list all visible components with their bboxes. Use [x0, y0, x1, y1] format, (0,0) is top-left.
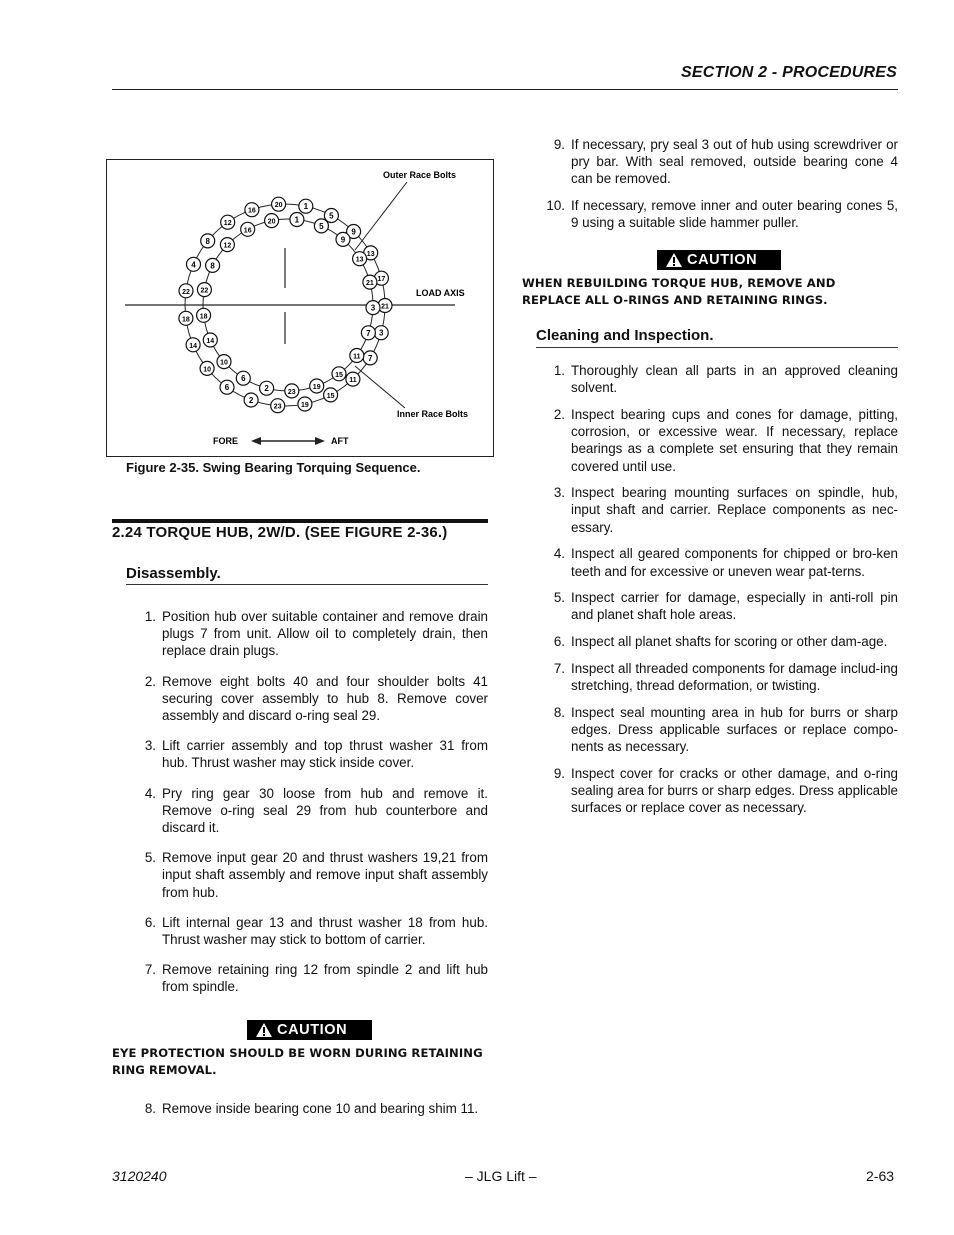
- step-text: Remove eight bolts 40 and four shoulder bolts 41 securing cover assembly to hub 8. Remove cover assembly and discard o-ring seal 29.: [162, 673, 488, 724]
- fore-arrowhead: [251, 437, 261, 445]
- footer-page-number: 2-63: [866, 1168, 895, 1184]
- footer-brand: – JLG Lift –: [465, 1168, 537, 1184]
- list-item: [553, 484, 898, 536]
- svg-text:17: 17: [377, 276, 386, 284]
- inner-bolt-21: [363, 275, 377, 289]
- step-text: Lift carrier assembly and top thrust washer 31 from hub. Thrust washer may stick inside cover.: [162, 738, 488, 771]
- inner-bolt-7: [361, 326, 375, 340]
- inner-bolt-15: [332, 367, 346, 381]
- svg-text:16: 16: [248, 207, 256, 215]
- step-number: 3.: [144, 738, 156, 754]
- inner-bolt-9: [336, 232, 350, 246]
- outer-bolt-19: [298, 397, 312, 411]
- step-number: 8.: [144, 1101, 156, 1116]
- step-text: If necessary, pry seal 3 out of hub using screwdriver or pry bar. With seal removed, outside bearing cone 4 can be removed.: [571, 137, 898, 187]
- section-rule: [112, 519, 488, 523]
- step-text: Inspect all planet shafts for scoring or other dam-age.: [571, 634, 888, 650]
- svg-text:20: 20: [274, 202, 283, 210]
- list-item: [553, 136, 898, 188]
- outer-race-leader: [355, 182, 407, 250]
- swing-bearing-diagram: [107, 160, 495, 458]
- inner-race-label: Inner Race Bolts: [397, 409, 469, 419]
- step-number: 9.: [553, 137, 565, 152]
- list-item: [553, 633, 898, 650]
- step-number: 7.: [144, 962, 156, 978]
- inner-bolt-6: [236, 371, 250, 385]
- step-text: Thoroughly clean all parts in an approved cleaning solvent.: [571, 363, 898, 396]
- svg-text:13: 13: [366, 250, 375, 258]
- svg-text:3: 3: [370, 303, 376, 313]
- outer-bolt-12: [221, 215, 235, 229]
- inner-bolt-22: [197, 283, 211, 297]
- step-number: 3.: [553, 485, 565, 501]
- outer-bolt-8: [201, 234, 215, 248]
- step-number: 4.: [553, 546, 565, 562]
- section-header: SECTION 2 - PROCEDURES: [681, 64, 897, 81]
- removal-steps: [546, 136, 898, 231]
- list-item: [144, 849, 488, 901]
- cleaning-heading: Cleaning and Inspection.: [536, 327, 714, 344]
- svg-text:1: 1: [294, 215, 300, 225]
- svg-text:11: 11: [349, 377, 357, 385]
- cleaning-steps: [553, 362, 898, 816]
- inner-bolt-2: [260, 381, 274, 395]
- list-item: [553, 660, 898, 694]
- load-axis-label: LOAD AXIS: [416, 288, 465, 298]
- outer-bolt-7: [363, 351, 377, 365]
- svg-text:8: 8: [210, 261, 215, 271]
- svg-text:12: 12: [223, 220, 232, 228]
- svg-text:7: 7: [367, 353, 373, 363]
- svg-text:18: 18: [182, 316, 190, 324]
- svg-text:11: 11: [353, 353, 361, 361]
- outer-bolt-22: [179, 284, 193, 298]
- list-item: [144, 914, 488, 948]
- svg-text:15: 15: [335, 371, 343, 379]
- svg-text:21: 21: [366, 280, 374, 288]
- step-number: 2.: [553, 406, 565, 422]
- svg-text:22: 22: [182, 288, 190, 296]
- outer-bolt-1: [299, 199, 313, 213]
- inner-bolt-20: [265, 214, 279, 228]
- list-item: [553, 406, 898, 475]
- list-item: [144, 961, 488, 995]
- svg-text:3: 3: [378, 328, 384, 338]
- step-number: 1.: [553, 363, 565, 378]
- outer-bolt-23: [271, 399, 285, 413]
- outer-race-label: Outer Race Bolts: [383, 170, 457, 180]
- step-text: Inspect cover for cracks or other damage, and o-ring sealing area for burrs or sharp edges. Dress applicable surfaces or replace cover as necessary.: [571, 765, 898, 816]
- svg-text:6: 6: [224, 383, 230, 393]
- step-text: If necessary, remove inner and outer bearing cones 5, 9 using a suitable slide hammer puller.: [571, 197, 898, 230]
- outer-bolt-2: [244, 393, 258, 407]
- step-text: Remove retaining ring 12 from spindle 2 and lift hub from spindle.: [162, 962, 488, 995]
- inner-bolt-16: [241, 222, 255, 236]
- svg-text:5: 5: [319, 221, 324, 231]
- outer-bolt-3: [374, 326, 388, 340]
- section-title: 2.24 TORQUE HUB, 2W/D. (SEE FIGURE 2-36.): [112, 524, 448, 541]
- list-item: [144, 1100, 488, 1117]
- step-number: 4.: [144, 785, 156, 801]
- inner-bolt-11: [350, 349, 364, 363]
- step-text: Position hub over suitable container and remove drain plugs 7 from unit. Allow oil to completely drain, then replace drain plugs.: [162, 609, 488, 659]
- svg-text:13: 13: [355, 256, 364, 264]
- svg-text:15: 15: [326, 392, 335, 400]
- svg-text:8: 8: [205, 236, 210, 246]
- outer-bolt-6: [220, 380, 234, 394]
- inner-bolt-12: [220, 238, 234, 252]
- list-item: [553, 765, 898, 817]
- step-text: Pry ring gear 30 loose from hub and remove it. Remove o-ring seal 29 from hub counterbore and discard it.: [162, 785, 488, 836]
- svg-text:23: 23: [287, 388, 296, 396]
- svg-text:2: 2: [264, 384, 269, 394]
- figure-caption: Figure 2-35. Swing Bearing Torquing Sequence.: [126, 460, 421, 475]
- caution-text-1: EYE PROTECTION SHOULD BE WORN DURING RETAINING RING REMOVAL.: [112, 1046, 483, 1077]
- outer-bolt-20: [272, 197, 286, 211]
- caution-label: CAUTION: [687, 252, 758, 268]
- warning-icon: [255, 1022, 273, 1038]
- cleaning-rule: [536, 347, 898, 348]
- svg-text:1: 1: [303, 202, 309, 212]
- step-text: Remove input gear 20 and thrust washers 19,21 from input shaft assembly and remove input shaft assembly from hub.: [162, 850, 488, 900]
- inner-bolt-1: [290, 213, 304, 227]
- fore-label: FORE: [213, 436, 239, 446]
- inner-bolt-8: [206, 258, 220, 272]
- step-text: Inspect seal mounting area in hub for burrs or sharp edges. Dress applicable surfaces or replace compo-nents as necessary.: [571, 704, 898, 755]
- svg-text:14: 14: [189, 342, 197, 350]
- list-item: [144, 673, 488, 725]
- svg-text:20: 20: [267, 218, 276, 226]
- inner-bolt-10: [217, 355, 231, 369]
- svg-text:16: 16: [243, 227, 252, 235]
- step-number: 2.: [144, 673, 156, 689]
- outer-bolt-16: [245, 203, 259, 217]
- svg-text:9: 9: [351, 227, 356, 237]
- svg-text:23: 23: [273, 403, 282, 411]
- step-number: 10.: [546, 197, 565, 213]
- step-number: 6.: [553, 634, 565, 650]
- disassembly-heading: Disassembly.: [126, 565, 221, 582]
- aft-label: AFT: [331, 436, 349, 446]
- list-item: [553, 589, 898, 623]
- step-text: Inspect bearing mounting surfaces on spindle, hub, input shaft and carrier. Replace components as nec-essary.: [571, 485, 898, 535]
- disassembly-steps-continued: [144, 1100, 488, 1117]
- svg-text:10: 10: [203, 366, 211, 374]
- inner-bolt-3: [366, 301, 380, 315]
- svg-text:18: 18: [199, 313, 208, 321]
- outer-bolt-14: [186, 338, 200, 352]
- outer-bolt-4: [187, 257, 201, 271]
- list-item: [553, 362, 898, 396]
- svg-text:5: 5: [329, 211, 334, 221]
- list-item: [553, 545, 898, 579]
- swing-bearing-figure: [106, 159, 494, 457]
- svg-text:2: 2: [248, 396, 254, 405]
- caution-label: CAUTION: [277, 1022, 348, 1038]
- inner-race-leader: [355, 366, 405, 408]
- step-text: Inspect bearing cups and cones for damage, pitting, corrosion, or excessive wear. If necessary, replace bearings as a complete set ensuring that they remain covered until use.: [571, 406, 898, 474]
- outer-bolt-15: [324, 388, 338, 402]
- caution-badge-1: [247, 1020, 372, 1040]
- footer-doc-number: 3120240: [112, 1168, 167, 1184]
- svg-text:19: 19: [301, 402, 309, 409]
- svg-text:9: 9: [340, 235, 346, 245]
- aft-arrowhead: [315, 437, 325, 445]
- inner-bolt-23: [285, 384, 299, 398]
- list-item: [144, 785, 488, 837]
- outer-bolt-18: [179, 311, 193, 325]
- disassembly-rule: [126, 584, 488, 585]
- svg-text:10: 10: [220, 359, 228, 367]
- header-rule: [112, 89, 898, 90]
- svg-text:14: 14: [206, 338, 215, 345]
- svg-text:12: 12: [223, 242, 232, 250]
- list-item: [144, 737, 488, 771]
- svg-text:6: 6: [241, 374, 246, 384]
- step-text: Remove inside bearing cone 10 and bearing shim 11.: [162, 1101, 479, 1116]
- caution-badge-2: [657, 250, 781, 270]
- svg-text:7: 7: [366, 328, 371, 338]
- step-number: 6.: [144, 914, 156, 930]
- step-number: 8.: [553, 704, 565, 720]
- inner-bolt-18: [197, 308, 211, 322]
- outer-bolt-11: [346, 372, 360, 386]
- inner-bolt-14: [203, 333, 217, 347]
- step-text: Inspect carrier for damage, especially in anti-roll pin and planet shaft hole areas.: [571, 590, 898, 623]
- inner-bolt-13: [353, 252, 367, 266]
- list-item: [546, 197, 898, 231]
- step-text: Inspect all geared components for chipped or bro-ken teeth and for excessive or uneven wear pat-terns.: [571, 546, 898, 579]
- step-number: 9.: [553, 765, 565, 781]
- disassembly-steps: [144, 608, 488, 996]
- list-item: [553, 704, 898, 756]
- svg-text:19: 19: [312, 384, 321, 391]
- step-text: Lift internal gear 13 and thrust washer 18 from hub. Thrust washer may stick to bottom of carrier.: [162, 914, 488, 948]
- svg-text:21: 21: [381, 303, 389, 311]
- inner-bolt-19: [310, 379, 324, 393]
- svg-text:22: 22: [200, 287, 209, 295]
- svg-text:4: 4: [191, 260, 196, 270]
- step-number: 5.: [553, 590, 565, 606]
- caution-text-2: WHEN REBUILDING TORQUE HUB, REMOVE AND REPLACE ALL O-RINGS AND RETAINING RINGS.: [522, 276, 836, 307]
- step-number: 1.: [144, 609, 156, 624]
- outer-bolt-10: [200, 361, 214, 375]
- warning-icon: [665, 252, 683, 268]
- list-item: [144, 608, 488, 660]
- step-number: 5.: [144, 850, 156, 866]
- inner-bolt-5: [314, 219, 328, 233]
- step-number: 7.: [553, 660, 565, 676]
- step-text: Inspect all threaded components for damage includ-ing stretching, thread deformation, or twisting.: [571, 660, 898, 694]
